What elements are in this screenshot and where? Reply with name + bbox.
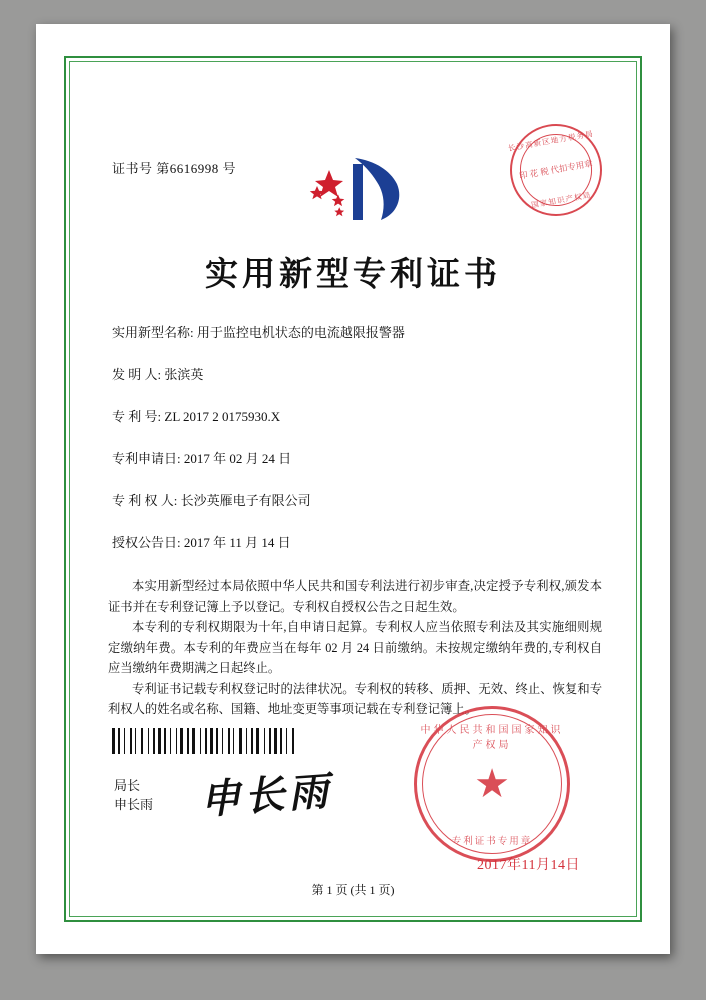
page-footer: 第 1 页 (共 1 页) <box>311 883 395 897</box>
legal-text <box>108 576 602 720</box>
field-value: ZL 2017 2 0175930.X <box>164 409 281 424</box>
field-value: 长沙英雁电子有限公司 <box>180 493 311 508</box>
tax-stamp <box>503 117 610 224</box>
field-label: 发 明 人: <box>112 367 162 382</box>
national-seal-text-top: 中华人民共和国国家知识产权局 <box>420 725 564 751</box>
field-value: 张滨英 <box>164 367 204 382</box>
certificate-content <box>82 76 624 908</box>
national-seal <box>414 706 570 862</box>
barcode <box>112 728 308 754</box>
tax-stamp-center-text: 印 花 税 代扣专用章 <box>518 158 594 181</box>
tax-stamp-arc-top: 长沙高新区地方税务局 <box>507 128 595 153</box>
national-seal-text-bottom: 专利证书专用章 <box>451 837 533 847</box>
field-value: 2017 年 11 月 14 日 <box>183 535 291 550</box>
field-row-grant-date <box>112 534 604 551</box>
seal-date: 2017年11月14日 <box>477 858 580 873</box>
paragraph-3: 专利证书记载专利权登记时的法律状况。专利权的转移、质押、无效、终止、恢复和专利权人的姓名或名称、国籍、地址变更等事项记载在专利登记簿上。 <box>108 681 602 716</box>
field-value: 2017 年 02 月 24 日 <box>183 451 292 466</box>
field-row-application-date <box>112 450 604 467</box>
sipo-logo-icon <box>293 154 413 226</box>
signature-block <box>114 776 153 814</box>
field-label: 授权公告日: <box>112 535 181 550</box>
signature-name: 申长雨 <box>114 797 154 812</box>
field-row-patent-number <box>112 408 604 425</box>
field-row-patentee <box>112 492 604 509</box>
field-row-name <box>112 324 604 341</box>
field-label: 专 利 权 人: <box>112 493 178 508</box>
field-label: 实用新型名称: <box>112 325 194 340</box>
paragraph-2: 本专利的专利权期限为十年,自申请日起算。专利权人应当依照专利法及其实施细则规定缴纳年费。本专利的年费应当在每年 02 月 24 日前缴纳。未按规定缴纳年费的,专利权自应当缴纳年费期满之日起终止。 <box>108 620 602 675</box>
national-emblem-icon: ★ <box>474 761 510 806</box>
tax-stamp-arc-bottom: 国家知识产权局 <box>530 190 593 210</box>
paragraph-1: 本实用新型经过本局依照中华人民共和国专利法进行初步审查,决定授予专利权,颁发本证书并在专利登记簿上予以登记。专利权自授权公告之日起生效。 <box>108 579 602 614</box>
page-title: 实用新型专利证书 <box>205 257 501 293</box>
certificate-number: 证书号 第6616998 号 <box>112 161 237 176</box>
certificate-paper <box>36 24 670 954</box>
signature-role: 局长 <box>114 778 141 793</box>
field-value: 用于监控电机状态的电流越限报警器 <box>196 325 405 340</box>
field-row-inventor <box>112 366 604 383</box>
field-label: 专利申请日: <box>112 451 181 466</box>
field-list <box>112 324 604 576</box>
handwritten-signature: 申长雨 <box>198 768 334 823</box>
field-label: 专 利 号: <box>112 409 162 424</box>
